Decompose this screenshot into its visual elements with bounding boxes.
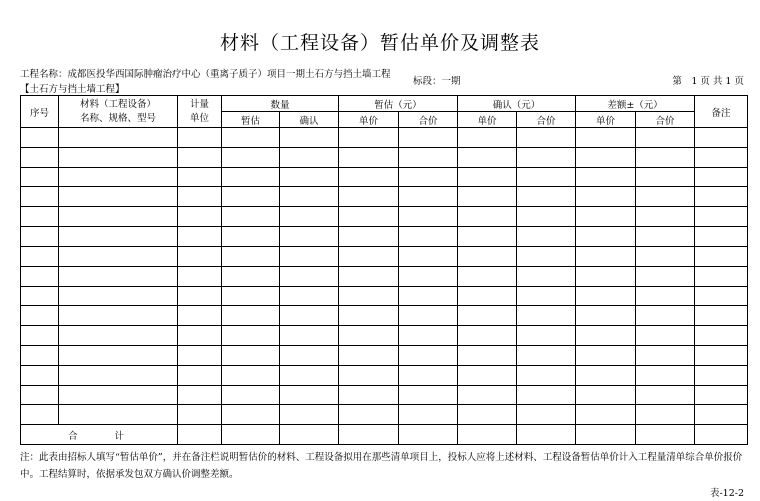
table-cell: [339, 326, 399, 346]
table-cell: [339, 207, 399, 227]
table-cell: [280, 227, 339, 247]
table-cell: [59, 147, 178, 167]
total-label: 合 计: [21, 425, 178, 445]
table-row: [21, 345, 748, 365]
table-cell: [399, 306, 458, 326]
table-cell: [399, 365, 458, 385]
table-cell: [458, 167, 517, 187]
table-cell: [280, 286, 339, 306]
table-cell: [178, 147, 222, 167]
table-row: [21, 187, 748, 207]
table-cell: [222, 187, 280, 207]
table-cell: [695, 345, 748, 365]
table-row: [21, 246, 748, 266]
table-cell: [59, 326, 178, 346]
table-row: [21, 306, 748, 326]
table-cell: [458, 286, 517, 306]
table-cell: [458, 306, 517, 326]
table-cell: [576, 365, 636, 385]
table-cell: [21, 147, 59, 167]
table-cell: [280, 266, 339, 286]
table-cell: [21, 365, 59, 385]
table-cell: [21, 286, 59, 306]
table-cell: [695, 207, 748, 227]
table-cell: [178, 306, 222, 326]
table-cell: [21, 128, 59, 148]
price-adjustment-table: [20, 95, 748, 445]
table-cell: [576, 128, 636, 148]
table-cell: [517, 405, 576, 425]
table-cell: [59, 128, 178, 148]
section-value: 一期: [441, 76, 461, 87]
table-cell: [636, 326, 695, 346]
table-cell: [280, 365, 339, 385]
table-cell: [222, 405, 280, 425]
table-cell: [458, 147, 517, 167]
table-cell: [517, 425, 576, 445]
project-name-label: 工程名称：: [20, 69, 68, 80]
table-cell: [636, 266, 695, 286]
table-cell: [695, 246, 748, 266]
table-row: [21, 365, 748, 385]
table-cell: [636, 306, 695, 326]
table-cell: [339, 246, 399, 266]
table-cell: [576, 207, 636, 227]
table-cell: [517, 345, 576, 365]
total-row: [21, 425, 748, 445]
table-cell: [576, 345, 636, 365]
table-cell: [636, 207, 695, 227]
table-cell: [636, 286, 695, 306]
table-cell: [339, 167, 399, 187]
table-cell: [458, 128, 517, 148]
table-row: [21, 227, 748, 247]
table-row: [21, 128, 748, 148]
header-seq: 序号: [21, 96, 59, 128]
table-cell: [517, 207, 576, 227]
table-cell: [576, 385, 636, 405]
table-cell: [399, 326, 458, 346]
table-cell: [399, 207, 458, 227]
table-cell: [399, 425, 458, 445]
table-cell: [59, 187, 178, 207]
table-cell: [458, 326, 517, 346]
table-cell: [280, 425, 339, 445]
table-cell: [222, 385, 280, 405]
table-cell: [339, 147, 399, 167]
table-cell: [399, 227, 458, 247]
header-unit-line1: 计量: [189, 98, 209, 110]
table-cell: [178, 425, 222, 445]
table-cell: [636, 385, 695, 405]
table-cell: [59, 167, 178, 187]
table-cell: [517, 246, 576, 266]
table-cell: [576, 266, 636, 286]
header-diff-total: 合价: [636, 112, 695, 128]
table-cell: [59, 385, 178, 405]
table-cell: [222, 167, 280, 187]
table-cell: [695, 306, 748, 326]
table-cell: [21, 326, 59, 346]
table-cell: [458, 207, 517, 227]
header-diff-unit-price: 单价: [576, 112, 636, 128]
table-cell: [399, 147, 458, 167]
table-cell: [695, 187, 748, 207]
table-cell: [695, 266, 748, 286]
table-cell: [458, 425, 517, 445]
table-cell: [458, 405, 517, 425]
table-cell: [280, 246, 339, 266]
header-conf-total: 合价: [517, 112, 576, 128]
table-cell: [339, 345, 399, 365]
table-cell: [21, 187, 59, 207]
table-cell: [280, 385, 339, 405]
table-cell: [458, 385, 517, 405]
table-cell: [695, 365, 748, 385]
table-row: [21, 266, 748, 286]
table-cell: [222, 128, 280, 148]
header-qty-confirm: 确认: [280, 112, 339, 128]
table-cell: [222, 246, 280, 266]
table-cell: [576, 187, 636, 207]
table-cell: [178, 286, 222, 306]
table-cell: [517, 365, 576, 385]
table-cell: [576, 147, 636, 167]
table-cell: [339, 187, 399, 207]
table-cell: [695, 405, 748, 425]
table-cell: [399, 266, 458, 286]
table-cell: [21, 207, 59, 227]
table-cell: [576, 227, 636, 247]
table-cell: [399, 167, 458, 187]
table-cell: [517, 306, 576, 326]
table-cell: [21, 167, 59, 187]
table-cell: [280, 326, 339, 346]
table-cell: [59, 306, 178, 326]
table-cell: [59, 365, 178, 385]
project-name: 成都医投华西国际肿瘤治疗中心（重离子质子）项目一期土石方与挡土墙工程: [67, 69, 391, 80]
table-cell: [695, 425, 748, 445]
table-cell: [21, 385, 59, 405]
table-row: [21, 286, 748, 306]
table-cell: [339, 227, 399, 247]
table-cell: [280, 405, 339, 425]
table-cell: [399, 345, 458, 365]
table-cell: [280, 147, 339, 167]
header-qty-estimate: 暂估: [222, 112, 280, 128]
table-cell: [178, 266, 222, 286]
header-material-line2: 名称、规格、型号: [79, 112, 156, 124]
table-cell: [576, 326, 636, 346]
table-cell: [178, 246, 222, 266]
table-cell: [399, 128, 458, 148]
table-cell: [222, 227, 280, 247]
table-cell: [280, 187, 339, 207]
page-info: 第 1 页 共 1 页: [672, 76, 744, 87]
table-cell: [636, 345, 695, 365]
table-row: [21, 385, 748, 405]
table-cell: [695, 128, 748, 148]
table-cell: [576, 286, 636, 306]
table-cell: [178, 326, 222, 346]
table-cell: [636, 147, 695, 167]
header-conf-unit-price: 单价: [458, 112, 517, 128]
table-cell: [695, 147, 748, 167]
table-cell: [178, 167, 222, 187]
table-cell: [59, 266, 178, 286]
table-cell: [636, 405, 695, 425]
table-cell: [458, 246, 517, 266]
table-cell: [178, 227, 222, 247]
header-estimate: 暂估（元）: [339, 96, 458, 112]
table-cell: [636, 246, 695, 266]
table-cell: [458, 365, 517, 385]
header-remark: 备注: [695, 96, 748, 128]
table-cell: [458, 227, 517, 247]
table-cell: [399, 385, 458, 405]
table-row: [21, 405, 748, 425]
table-cell: [636, 187, 695, 207]
table-cell: [458, 187, 517, 207]
table-cell: [339, 365, 399, 385]
table-cell: [222, 147, 280, 167]
project-name-line: [20, 66, 391, 80]
header-difference: 差额±（元）: [576, 96, 695, 112]
table-cell: [576, 306, 636, 326]
table-cell: [339, 266, 399, 286]
header-material-line1: 材料（工程设备）: [79, 98, 156, 110]
header-est-unit-price: 单价: [339, 112, 399, 128]
table-cell: [636, 167, 695, 187]
table-cell: [339, 425, 399, 445]
header-unit-line2: 单位: [189, 112, 209, 124]
table-cell: [178, 207, 222, 227]
table-cell: [222, 306, 280, 326]
table-cell: [222, 425, 280, 445]
table-cell: [399, 286, 458, 306]
table-cell: [517, 147, 576, 167]
table-cell: [517, 326, 576, 346]
table-cell: [280, 128, 339, 148]
table-cell: [636, 365, 695, 385]
table-cell: [222, 286, 280, 306]
table-cell: [517, 167, 576, 187]
table-cell: [59, 345, 178, 365]
table-cell: [339, 286, 399, 306]
footnote: 注：此表由招标人填写“暂估单价”，并在备注栏说明暂估价的材料、工程设备拟用在那些清单项目上，投标人应将上述材料、工程设备暂估单价计入工程量清单综合单价报价中。工程结算时，依据承发包双方确认价调整差额。: [20, 452, 743, 480]
table-cell: [178, 385, 222, 405]
table-cell: [280, 345, 339, 365]
table-cell: [517, 187, 576, 207]
table-row: [21, 147, 748, 167]
header-quantity: 数量: [222, 96, 339, 112]
table-cell: [399, 246, 458, 266]
table-cell: [636, 425, 695, 445]
table-cell: [517, 266, 576, 286]
table-cell: [695, 227, 748, 247]
table-cell: [59, 246, 178, 266]
table-cell: [458, 266, 517, 286]
table-cell: [21, 405, 59, 425]
table-cell: [222, 266, 280, 286]
table-cell: [178, 128, 222, 148]
table-cell: [178, 405, 222, 425]
section-label: 标段：: [413, 76, 442, 87]
table-cell: [21, 306, 59, 326]
table-row: [21, 167, 748, 187]
table-cell: [399, 187, 458, 207]
table-cell: [517, 227, 576, 247]
table-cell: [59, 227, 178, 247]
header-est-total: 合价: [399, 112, 458, 128]
table-cell: [695, 385, 748, 405]
table-row: [21, 207, 748, 227]
table-cell: [517, 286, 576, 306]
page-title: 材料（工程设备）暂估单价及调整表: [219, 32, 540, 54]
table-cell: [178, 365, 222, 385]
table-cell: [636, 128, 695, 148]
table-cell: [576, 246, 636, 266]
table-cell: [517, 128, 576, 148]
table-cell: [222, 365, 280, 385]
table-cell: [339, 405, 399, 425]
table-cell: [695, 286, 748, 306]
table-cell: [59, 207, 178, 227]
table-cell: [280, 207, 339, 227]
table-row: [21, 326, 748, 346]
table-cell: [576, 167, 636, 187]
table-cell: [339, 306, 399, 326]
section-info: [413, 73, 461, 87]
table-cell: [178, 345, 222, 365]
table-cell: [59, 405, 178, 425]
table-cell: [636, 227, 695, 247]
table-cell: [695, 326, 748, 346]
table-cell: [21, 266, 59, 286]
table-cell: [339, 385, 399, 405]
table-cell: [21, 246, 59, 266]
table-cell: [59, 286, 178, 306]
table-cell: [21, 227, 59, 247]
table-cell: [178, 187, 222, 207]
table-cell: [517, 385, 576, 405]
table-cell: [458, 345, 517, 365]
header-confirm: 确认（元）: [458, 96, 576, 112]
table-cell: [222, 207, 280, 227]
table-cell: [222, 345, 280, 365]
table-cell: [280, 306, 339, 326]
table-cell: [280, 167, 339, 187]
header-unit: [178, 96, 222, 128]
table-body: [21, 128, 748, 445]
table-cell: [222, 326, 280, 346]
table-cell: [576, 425, 636, 445]
table-cell: [695, 167, 748, 187]
table-cell: [576, 405, 636, 425]
table-cell: [339, 128, 399, 148]
table-number: 表-12-2: [709, 488, 744, 499]
table-cell: [399, 405, 458, 425]
table-cell: [21, 345, 59, 365]
category-label: 【土石方与挡土墙工程】: [20, 84, 125, 95]
header-material: [59, 96, 178, 128]
